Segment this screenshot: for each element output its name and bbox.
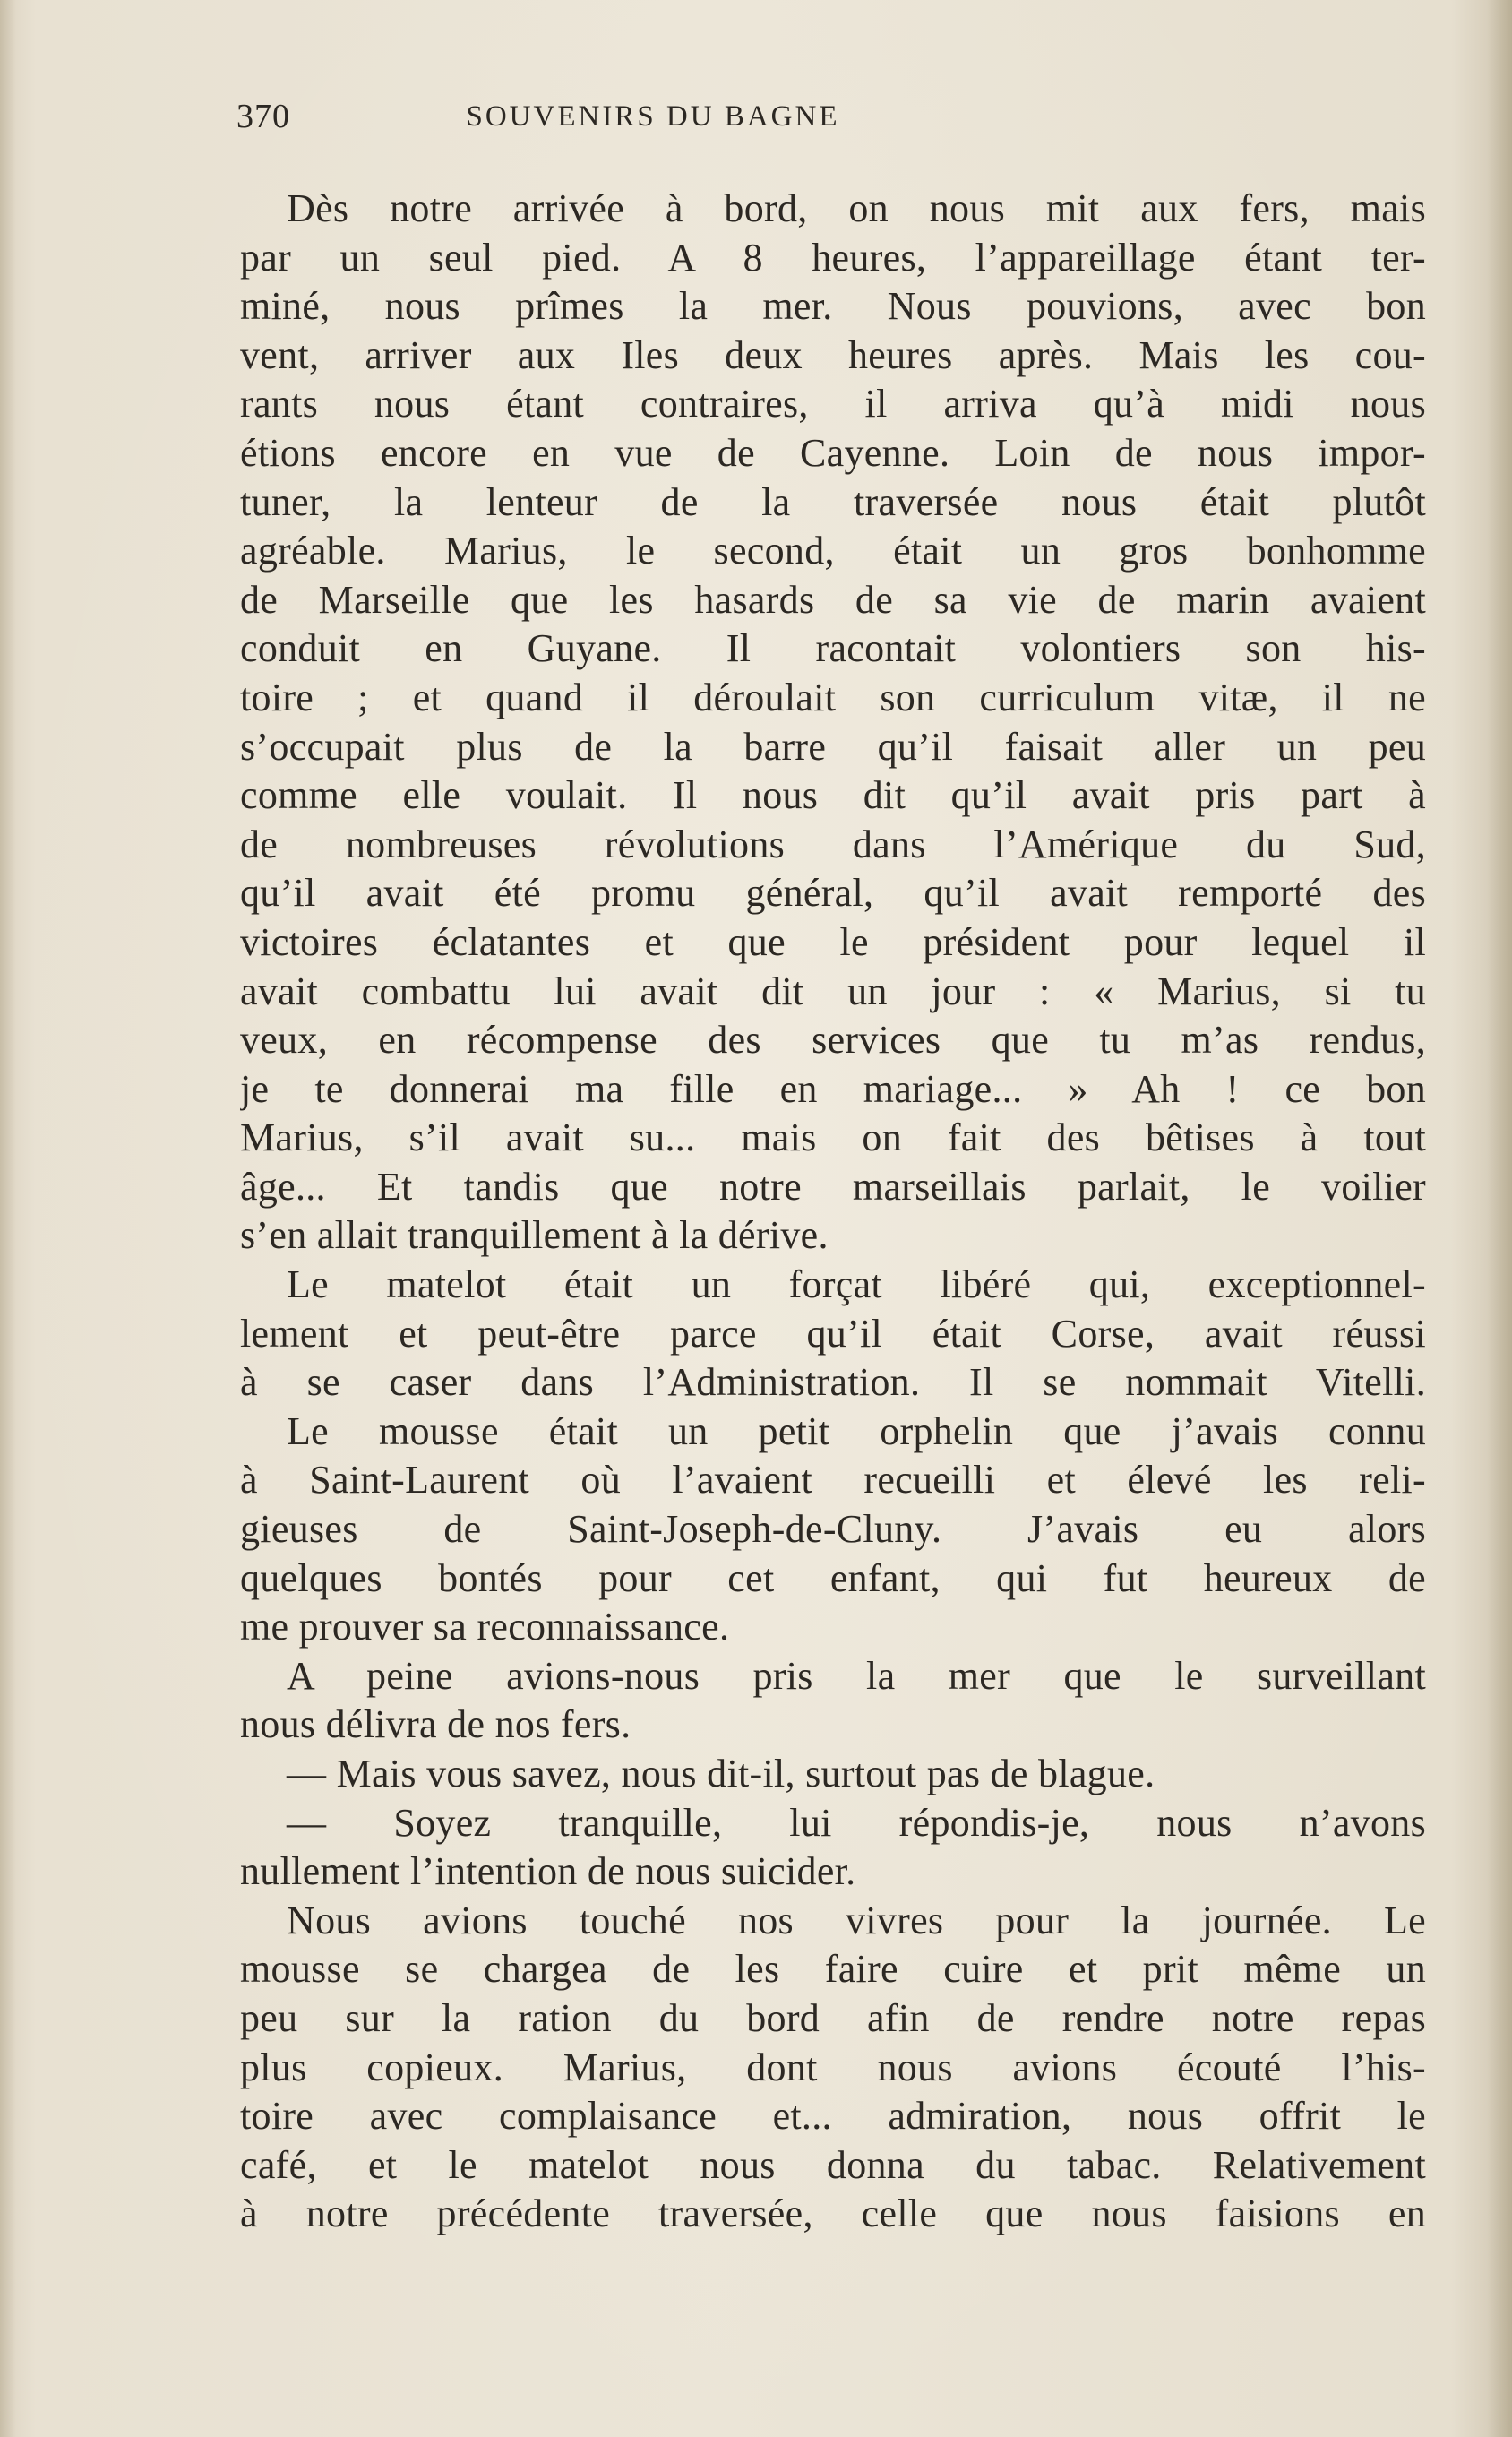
text-line: à Saint-Laurent où l’avaient recueilli et élevé les reli-: [240, 1458, 1426, 1503]
text-line: gieuses de Saint-Joseph-de-Cluny. J’avais eu alors: [240, 1507, 1426, 1552]
text-line: avait combattu lui avait dit un jour : « Marius, si tu: [240, 969, 1426, 1013]
page-header: [236, 97, 1428, 142]
text-line: s’occupait plus de la barre qu’il faisait aller un peu: [240, 724, 1426, 769]
text-line: tuner, la lenteur de la traversée nous était plutôt: [240, 479, 1426, 524]
text-line: lement et peut-être parce qu’il était Corse, avait réussi: [240, 1311, 1426, 1356]
text-line: Nous avions touché nos vivres pour la journée. Le: [287, 1898, 1426, 1942]
text-line: à notre précédente traversée, celle que nous faisions en: [240, 2192, 1426, 2236]
text-line: étions encore en vue de Cayenne. Loin de nous impor-: [240, 430, 1426, 475]
text-line: quelques bontés pour cet enfant, qui fut heureux de: [240, 1555, 1426, 1600]
text-line: rants nous étant contraires, il arriva qu’à midi nous: [240, 382, 1426, 426]
text-line: mousse se chargea de les faire cuire et prit même un: [240, 1947, 1426, 1992]
text-line: veux, en récompense des services que tu m’as rendus,: [240, 1018, 1426, 1063]
text-line: vent, arriver aux Iles deux heures après. Mais les cou-: [240, 332, 1426, 377]
text-line: toire ; et quand il déroulait son curriculum vitæ, il ne: [240, 675, 1426, 719]
text-line: — Mais vous savez, nous dit-il, surtout pas de blague.: [287, 1752, 1155, 1795]
text-line: Dès notre arrivée à bord, on nous mit aux fers, mais: [287, 186, 1426, 230]
page-left-edge: [0, 0, 16, 2437]
text-line: Le matelot était un forçat libéré qui, exceptionnel-: [287, 1262, 1426, 1307]
text-line: Le mousse était un petit orphelin que j’avais connu: [287, 1408, 1426, 1453]
body-text: [240, 185, 1426, 2239]
text-line: par un seul pied. A 8 heures, l’appareillage étant ter-: [240, 235, 1426, 280]
text-line: âge... Et tandis que notre marseillais parlait, le voilier: [240, 1164, 1426, 1209]
text-line: me prouver sa reconnaissance.: [240, 1605, 730, 1649]
text-line: miné, nous prîmes la mer. Nous pouvions, avec bon: [240, 284, 1426, 329]
text-line: de nombreuses révolutions dans l’Amérique du Sud,: [240, 822, 1426, 866]
text-line: peu sur la ration du bord afin de rendre notre repas: [240, 1995, 1426, 2040]
text-line: café, et le matelot nous donna du tabac. Relativement: [240, 2142, 1426, 2187]
page-right-edge: [1487, 0, 1512, 2437]
text-line: — Soyez tranquille, lui répondis-je, nous n’avons: [287, 1800, 1426, 1845]
text-line: toire avec complaisance et... admiration, nous offrit le: [240, 2094, 1426, 2139]
text-line: Marius, s’il avait su... mais on fait des bêtises à tout: [240, 1115, 1426, 1160]
text-line: conduit en Guyane. Il racontait volontiers son his-: [240, 626, 1426, 671]
page-number: 370: [236, 98, 290, 135]
text-line: plus copieux. Marius, dont nous avions écouté l’his-: [240, 2045, 1426, 2089]
text-line: à se caser dans l’Administration. Il se nommait Vitelli.: [240, 1360, 1426, 1405]
text-line: victoires éclatantes et que le président pour lequel il: [240, 919, 1426, 964]
running-title: SOUVENIRS DU BAGNE: [466, 100, 840, 133]
text-line: qu’il avait été promu général, qu’il avait remporté des: [240, 871, 1426, 916]
text-line: nous délivra de nos fers.: [240, 1702, 631, 1747]
text-line: de Marseille que les hasards de sa vie de marin avaient: [240, 577, 1426, 622]
text-line: je te donnerai ma fille en mariage... » Ah ! ce bon: [240, 1066, 1426, 1111]
text-line: agréable. Marius, le second, était un gros bonhomme: [240, 529, 1426, 573]
text-line: A peine avions-nous pris la mer que le surveillant: [287, 1653, 1426, 1698]
text-line: comme elle voulait. Il nous dit qu’il avait pris part à: [240, 773, 1426, 818]
text-line: nullement l’intention de nous suicider.: [240, 1849, 856, 1894]
text-line: s’en allait tranquillement à la dérive.: [240, 1213, 829, 1258]
